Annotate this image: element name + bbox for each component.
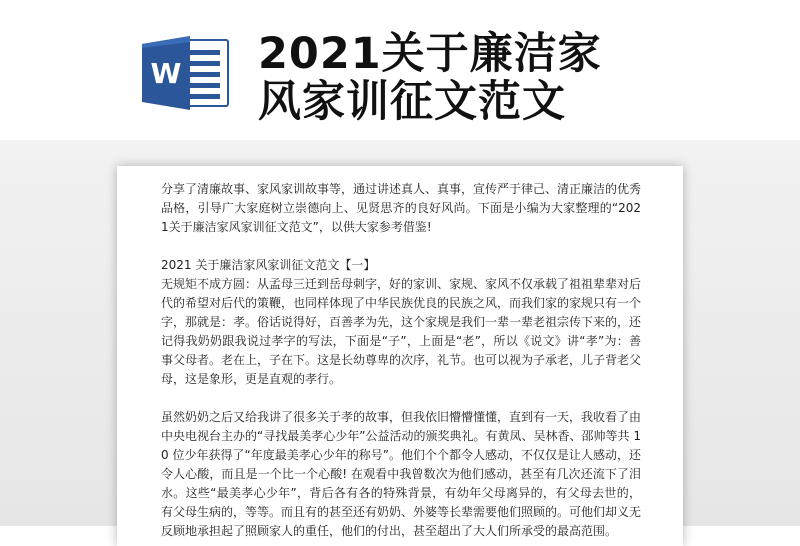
paragraph-gap xyxy=(161,237,641,256)
body-paragraph-2: 虽然奶奶之后又给我讲了很多关于孝的故事，但我依旧懵懵懂懂，直到有一天，我收看了由中央电视台主办的“寻找最美孝心少年”公益活动的颁奖典礼。有黄凤、吴林香、邵帅等共 10 位少年获得了“年度最美孝心少年的称号”。他们个个都令人感动，不仅仅是让人感动，还令人心酸，而且是一个比一个心酸! 在观看中我曾数次为他们感动，甚至有几次还流下了泪水。这些“最美孝心少年”，背后各有各的特殊背景，有幼年父母离异的，有父母去世的，有父母生病的，等等。而且有的甚至还有奶奶、外婆等长辈需要他们照顾的。可他们却义无反顾地承担起了照顾家人的重任，他们的付出，甚至超出了大人们所承受的最高范围。 xyxy=(161,410,642,538)
title-line-2: 风家训征文范文 xyxy=(258,77,566,127)
section-heading: 2021 关于廉洁家风家训征文范文【一】 xyxy=(161,258,376,272)
document-body xyxy=(161,180,641,541)
intro-paragraph: 分享了清廉故事、家风家训故事等，通过讲述真人、真事，宣传严于律己、清正廉洁的优秀品格，引导广大家庭树立崇德向上、见贤思齐的良好风尚。下面是小编为大家整理的“2021关于廉洁家风家训征文范文”，以供大家参考借鉴! xyxy=(161,182,642,234)
header-banner xyxy=(0,0,800,150)
page-title xyxy=(258,30,602,126)
paragraph-gap xyxy=(161,389,641,408)
body-paragraph-1: 无规矩不成方圆：从孟母三迁到岳母刺字，好的家训、家规、家风不仅承载了祖祖辈辈对后代的希望对后代的策鞭，也同样体现了中华民族优良的民族之风，而我们家的家规只有一个字，那就是：孝。俗话说得好，百善孝为先，这个家规是我们一辈一辈老祖宗传下来的，还记得我奶奶跟我说过孝字的写法，下面是“子”，上面是“老”，所以《说文》讲“孝”为：善事父母者。老在上，子在下。这是长幼尊卑的次序，礼节。也可以视为子承老，儿子背老父母，这是象形，更是直观的孝行。 xyxy=(161,277,642,386)
document-page xyxy=(117,166,683,546)
word-letter: W xyxy=(150,57,182,90)
word-doc-icon xyxy=(140,34,232,112)
title-line-1: 2021关于廉洁家 xyxy=(258,29,602,79)
